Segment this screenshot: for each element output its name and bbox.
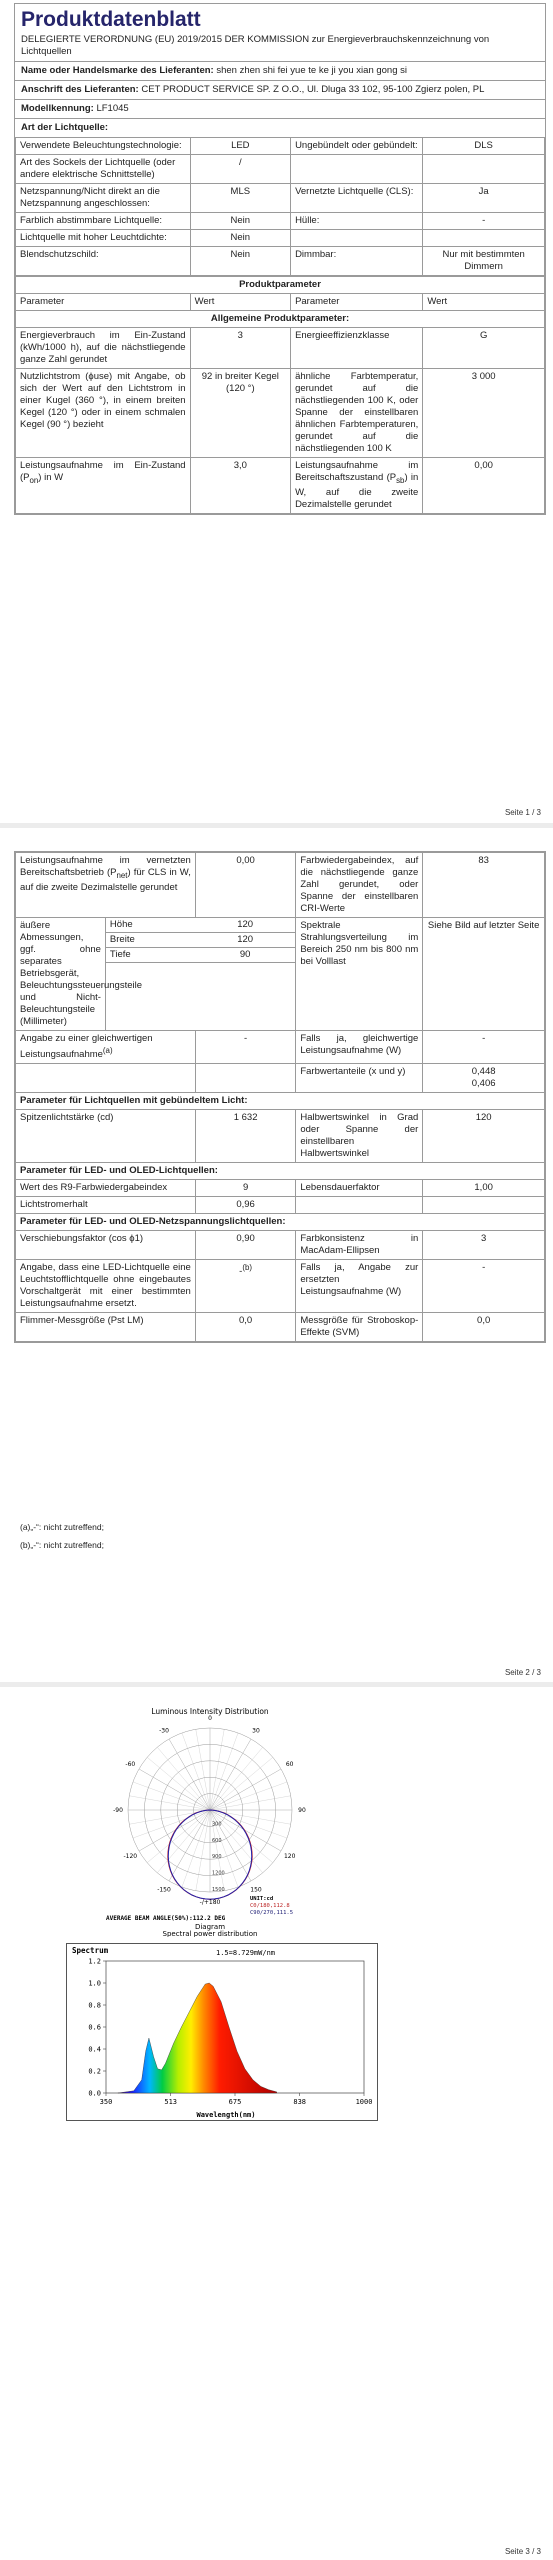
param-label-2: ähnliche Farbtemperatur, gerundet auf die nächstliegenden 100 K, oder Spanne der einstellbaren ähnlichen Farbtemperaturen, gerundet auf die nächstliegenden 100 K xyxy=(291,369,423,458)
light-type-value-1: / xyxy=(190,155,291,184)
light-type-label-1: Lichtquelle mit hoher Leuchtdichte: xyxy=(16,230,191,247)
dimension-row xyxy=(106,918,295,933)
led-heading-row xyxy=(16,1163,545,1180)
net-standby-label: Leistungsaufnahme im vernetzten Bereitschaftsbetrieb $(P_{net})$ für CLS in W, auf die zweite Dezimalstelle gerundet xyxy=(16,853,196,918)
params-heading-row xyxy=(16,277,545,294)
beam-angle-label: Halbwertswinkel in Grad oder Spanne der einstellbaren Halbwertswinkel xyxy=(296,1110,423,1163)
light-type-value-2: DLS xyxy=(423,138,545,155)
dimension-name: Breite xyxy=(106,933,195,948)
equivalent-power-label xyxy=(16,1031,196,1064)
polar-angle-label: -/+180 xyxy=(199,1899,221,1906)
light-type-label-1: Art des Sockels der Lichtquelle (oder andere elektrische Schnittstelle) xyxy=(16,155,191,184)
param-label-1: Energieverbrauch im Ein-Zustand (kWh/1000 h), auf die nächstliegende ganze Zahl gerundet xyxy=(16,328,191,369)
dimensions-cell xyxy=(105,918,295,1031)
spectral-label: Spektrale Strahlungsverteilung im Bereich 250 nm bis 800 nm bei Volllast xyxy=(296,918,423,1031)
chromaticity-label: Farbwertanteile (x und y) xyxy=(296,1064,423,1093)
peak-intensity-row xyxy=(16,1110,545,1163)
light-type-label-2 xyxy=(291,155,423,184)
model-value: LF1045 xyxy=(96,103,129,114)
equivalent-power2-label: Falls ja, gleichwertige Leistungsaufnahme (W) xyxy=(296,1031,423,1064)
param-row xyxy=(16,458,545,514)
net-standby-row xyxy=(16,853,545,918)
displacement-value: 0,90 xyxy=(195,1231,296,1260)
polar-beam-angle: AVERAGE BEAM ANGLE(50%):112.2 DEG xyxy=(106,1915,226,1922)
spectrum-xtick-label: 838 xyxy=(293,2098,307,2106)
page-number-2: Seite 2 / 3 xyxy=(504,1668,541,1677)
polar-angle-label: -90 xyxy=(113,1807,123,1814)
param-row xyxy=(16,369,545,458)
polar-angle-label: -60 xyxy=(125,1761,136,1768)
polar-ring-label: 300 xyxy=(212,1821,222,1828)
spectrum-ytick-label: 0.2 xyxy=(88,2067,101,2076)
polar-caption-2: Spectral power distribution xyxy=(162,1930,258,1937)
param-value-2: 0,00 xyxy=(423,458,545,514)
mls-heading: Parameter für LED- und OLED-Netzspannungslichtquellen: xyxy=(16,1214,545,1231)
dimension-row xyxy=(106,933,295,948)
polar-angle-label: 150 xyxy=(250,1886,262,1894)
dls-heading-row xyxy=(16,1093,545,1110)
polar-angle-label: 120 xyxy=(283,1853,296,1860)
light-type-value-1: LED xyxy=(190,138,291,155)
dls-heading: Parameter für Lichtquellen mit gebündeltem Licht: xyxy=(16,1093,545,1110)
spectrum-xtick-label: 1000 xyxy=(355,2098,373,2106)
param-label-2: Leistungsaufnahme im Bereitschaftszustand $(P_{sb})$ in W, auf die zweite Dezimalstelle gerundet xyxy=(291,458,423,514)
polar-angle-label: -150 xyxy=(157,1886,171,1894)
polar-caption: Diagram xyxy=(194,1923,226,1931)
replacement-label: Angabe, dass eine LED-Lichtquelle eine Leuchtstofflichtquelle ohne eingebautes Vorschaltgerät mit einer bestimmten Leistungsaufnahme ersetzt. xyxy=(16,1260,196,1313)
polar-legend-c0: C0/180,112.8 xyxy=(250,1903,290,1909)
light-source-type-table xyxy=(15,137,545,276)
regulation-text: DELEGIERTE VERORDNUNG (EU) 2019/2015 DER KOMMISSION zur Energieverbrauchskennzeichnung von Lichtquellen xyxy=(21,34,490,57)
polar-unit: UNIT:cd xyxy=(250,1896,274,1902)
spectrum-xtick-label: 675 xyxy=(228,2098,242,2106)
spectrum-xlabel: Wavelength(nm) xyxy=(196,2111,256,2119)
spectrum-chart xyxy=(66,1943,378,2121)
chromaticity-y: 0,406 xyxy=(471,1078,496,1090)
chromaticity-values xyxy=(423,1064,545,1093)
flux-maintenance-row xyxy=(16,1197,545,1214)
flux-maintenance-label: Lichtstromerhalt xyxy=(16,1197,196,1214)
dimension-row xyxy=(106,948,295,963)
replacement-row xyxy=(16,1260,545,1313)
dimension-value: 120 xyxy=(195,933,295,948)
datasheet-frame-2 xyxy=(14,851,546,1343)
general-params-heading: Allgemeine Produktparameter: xyxy=(16,311,545,328)
polar-spoke xyxy=(210,1747,263,1810)
light-type-value-1: MLS xyxy=(190,184,291,213)
spectrum-ytick-label: 0.0 xyxy=(88,2089,101,2098)
param-value-1: 3 xyxy=(190,328,291,369)
spectrum-annotation: 1.5=8.729mW/nm xyxy=(216,1949,276,1957)
dimensions-table xyxy=(106,918,295,963)
light-type-row xyxy=(16,155,545,184)
param-value-1: 3,0 xyxy=(190,458,291,514)
equivalent-power-text: Angabe zu einer gleichwertigen Leistungsaufnahme xyxy=(20,1033,153,1061)
replacement2-value: - xyxy=(423,1260,545,1313)
polar-ring-label: 900 xyxy=(212,1854,222,1861)
general-params-heading-row xyxy=(16,311,545,328)
light-type-label-1: Blendschutzschild: xyxy=(16,247,191,276)
chromaticity-row xyxy=(16,1064,545,1093)
spectrum-xtick-label: 513 xyxy=(164,2098,178,2106)
params-column-header xyxy=(16,294,545,311)
polar-title: Luminous Intensity Distribution xyxy=(151,1707,269,1716)
spectral-value: Siehe Bild auf letzter Seite xyxy=(423,918,545,1031)
polar-ring-label: 1500 xyxy=(212,1887,225,1893)
stroboscopic-label: Messgröße für Stroboskop-Effekte (SVM) xyxy=(296,1313,423,1342)
chromaticity-empty-1 xyxy=(16,1064,196,1093)
polar-angle-label: 0 xyxy=(208,1715,212,1722)
polar-spoke xyxy=(147,1810,210,1863)
stroboscopic-value: 0,0 xyxy=(423,1313,545,1342)
displacement-label: Verschiebungsfaktor (cos ϕ1) xyxy=(16,1231,196,1260)
page-2 xyxy=(0,828,553,1682)
light-type-value-2: - xyxy=(423,213,545,230)
polar-legend-c90: C90/270,111.5 xyxy=(250,1910,294,1916)
supplier-address-label: Anschrift des Lieferanten: xyxy=(21,84,139,95)
polar-angle-label: 30 xyxy=(252,1727,260,1735)
polar-spoke xyxy=(147,1757,210,1810)
r9-row xyxy=(16,1180,545,1197)
param-row xyxy=(16,328,545,369)
replacement2-label: Falls ja, Angabe zur ersetzten Leistungsaufnahme (W) xyxy=(296,1260,423,1313)
param-label-1: Nutzlichtstrom (ϕuse) mit Angabe, ob sich der Wert auf den Lichtstrom in einer Kugel (360 °), in einem breiten Kegel (120 °) oder in einem schmalen Kegel (90 °) bezieht xyxy=(16,369,191,458)
macadam-value: 3 xyxy=(423,1231,545,1260)
polar-angle-label: -120 xyxy=(123,1853,138,1860)
param-value-2: G xyxy=(423,328,545,369)
light-source-type-heading: Art der Lichtquelle: xyxy=(15,118,545,137)
polar-spoke xyxy=(210,1757,273,1810)
peak-intensity-value: 1 632 xyxy=(195,1110,296,1163)
r9-value: 9 xyxy=(195,1180,296,1197)
footnote-a: (a)„-“: nicht zutreffend; xyxy=(20,1522,104,1532)
replacement-value xyxy=(195,1260,296,1313)
equivalent-power2-value: - xyxy=(423,1031,545,1064)
datasheet-frame-1 xyxy=(14,3,546,515)
dimensions-label: äußere Abmessungen, ggf. ohne separates Betriebsgerät, Beleuchtungssteuerungsteile und Nicht-Beleuchtungsteile (Millimeter) xyxy=(16,918,106,1031)
cri-label: Farbwiedergabeindex, auf die nächstliegende ganze Zahl gerundet, oder Spanne der einstellbaren CRI-Werte xyxy=(296,853,423,918)
polar-angle-label: 90 xyxy=(298,1807,306,1814)
spectrum-title: Spectrum xyxy=(72,1946,109,1955)
led-heading: Parameter für LED- und OLED-Lichtquellen: xyxy=(16,1163,545,1180)
dimensions-row xyxy=(16,918,545,1031)
parameters-table-2 xyxy=(15,852,545,1342)
supplier-address: CET PRODUCT SERVICE SP. Z O.O., Ul. Dluga 33 102, 95-100 Zgierz polen, PL xyxy=(141,84,485,95)
model-label: Modellkennung: xyxy=(21,103,94,114)
light-type-value-2 xyxy=(423,155,545,184)
flicker-row xyxy=(16,1313,545,1342)
flux-maintenance-value: 0,96 xyxy=(195,1197,296,1214)
light-type-label-2: Hülle: xyxy=(291,213,423,230)
light-type-label-1: Verwendete Beleuchtungstechnologie: xyxy=(16,138,191,155)
dimension-value: 90 xyxy=(195,948,295,963)
chromaticity-x: 0,448 xyxy=(471,1066,496,1078)
light-type-value-1: Nein xyxy=(190,213,291,230)
col-value-1: Wert xyxy=(190,294,291,311)
spectrum-ytick-label: 1.0 xyxy=(88,1979,101,1988)
flux-maintenance-empty-1 xyxy=(296,1197,423,1214)
equivalent-power-value: - xyxy=(195,1031,296,1064)
supplier-name-label: Name oder Handelsmarke des Lieferanten: xyxy=(21,65,214,76)
light-type-label-2: Vernetzte Lichtquelle (CLS): xyxy=(291,184,423,213)
light-type-label-2 xyxy=(291,230,423,247)
polar-spoke xyxy=(157,1747,210,1810)
footnote-a-ref: (a) xyxy=(102,1046,113,1055)
footnote-b: (b)„-“: nicht zutreffend; xyxy=(20,1540,104,1550)
mls-heading-row xyxy=(16,1214,545,1231)
light-type-row xyxy=(16,230,545,247)
light-type-row xyxy=(16,213,545,230)
param-label-2: Energieeffizienzklasse xyxy=(291,328,423,369)
cri-value: 83 xyxy=(423,853,545,918)
replacement-value-text: - xyxy=(239,1266,243,1278)
light-type-row xyxy=(16,247,545,276)
light-type-value-2 xyxy=(423,230,545,247)
flux-maintenance-empty-2 xyxy=(423,1197,545,1214)
net-standby-value: 0,00 xyxy=(195,853,296,918)
spectrum-ytick-label: 0.8 xyxy=(88,2001,101,2010)
polar-ring-label: 1200 xyxy=(212,1870,225,1877)
dimension-name: Höhe xyxy=(106,918,195,933)
beam-angle-value: 120 xyxy=(423,1110,545,1163)
light-type-value-2: Ja xyxy=(423,184,545,213)
light-type-value-1: Nein xyxy=(190,247,291,276)
polar-angle-label: -30 xyxy=(159,1727,169,1735)
footnote-b-ref: (b) xyxy=(242,1263,253,1273)
col-parameter-1: Parameter xyxy=(16,294,191,311)
spectrum-ytick-label: 1.2 xyxy=(88,1957,101,1966)
light-type-value-2: Nur mit bestimmten Dimmern xyxy=(423,247,545,276)
polar-spoke xyxy=(157,1810,210,1873)
supplier-name-row xyxy=(15,61,545,80)
peak-intensity-label: Spitzenlichtstärke (cd) xyxy=(16,1110,196,1163)
light-type-value-1: Nein xyxy=(190,230,291,247)
light-type-row xyxy=(16,138,545,155)
page-1 xyxy=(0,0,553,823)
spectrum-xtick-label: 350 xyxy=(99,2098,113,2106)
polar-intensity-chart xyxy=(100,1702,320,1937)
lifetime-value: 1,00 xyxy=(423,1180,545,1197)
model-row xyxy=(15,99,545,118)
equivalent-power-row xyxy=(16,1031,545,1064)
param-value-2: 3 000 xyxy=(423,369,545,458)
product-parameters-table xyxy=(15,276,545,514)
col-parameter-2: Parameter xyxy=(291,294,423,311)
flicker-label: Flimmer-Messgröße (Pst LM) xyxy=(16,1313,196,1342)
param-value-1: 92 in breiter Kegel (120 °) xyxy=(190,369,291,458)
r9-label: Wert des R9-Farbwiedergabeindex xyxy=(16,1180,196,1197)
polar-angle-label: 60 xyxy=(285,1761,294,1768)
supplier-address-row xyxy=(15,80,545,99)
macadam-label: Farbkonsistenz in MacAdam-Ellipsen xyxy=(296,1231,423,1260)
page-3 xyxy=(0,1687,553,2560)
polar-ring-label: 600 xyxy=(212,1837,222,1844)
displacement-row xyxy=(16,1231,545,1260)
dimension-value: 120 xyxy=(195,918,295,933)
flicker-value: 0,0 xyxy=(195,1313,296,1342)
dimension-name: Tiefe xyxy=(106,948,195,963)
spectrum-ytick-label: 0.6 xyxy=(88,2023,101,2032)
param-label-1: Leistungsaufnahme im Ein-Zustand $(P_{on})$ in W xyxy=(16,458,191,514)
light-type-label-1: Netzspannung/Nicht direkt an die Netzspannung angeschlossen: xyxy=(16,184,191,213)
supplier-name: shen zhen shi fei yue te ke ji you xian gong si xyxy=(216,65,408,76)
light-type-label-2: Dimmbar: xyxy=(291,247,423,276)
light-type-row xyxy=(16,184,545,213)
spectrum-ytick-label: 0.4 xyxy=(88,2045,101,2054)
page-number-1: Seite 1 / 3 xyxy=(504,808,541,817)
lifetime-label: Lebensdauerfaktor xyxy=(296,1180,423,1197)
params-heading: Produktparameter xyxy=(16,277,545,294)
page-number-3: Seite 3 / 3 xyxy=(504,2547,541,2556)
light-type-label-1: Farblich abstimmbare Lichtquelle: xyxy=(16,213,191,230)
col-value-2: Wert xyxy=(423,294,545,311)
document-title: Produktdatenblatt xyxy=(21,8,201,31)
light-type-label-2: Ungebündelt oder gebündelt: xyxy=(291,138,423,155)
chromaticity-empty-2 xyxy=(195,1064,296,1093)
